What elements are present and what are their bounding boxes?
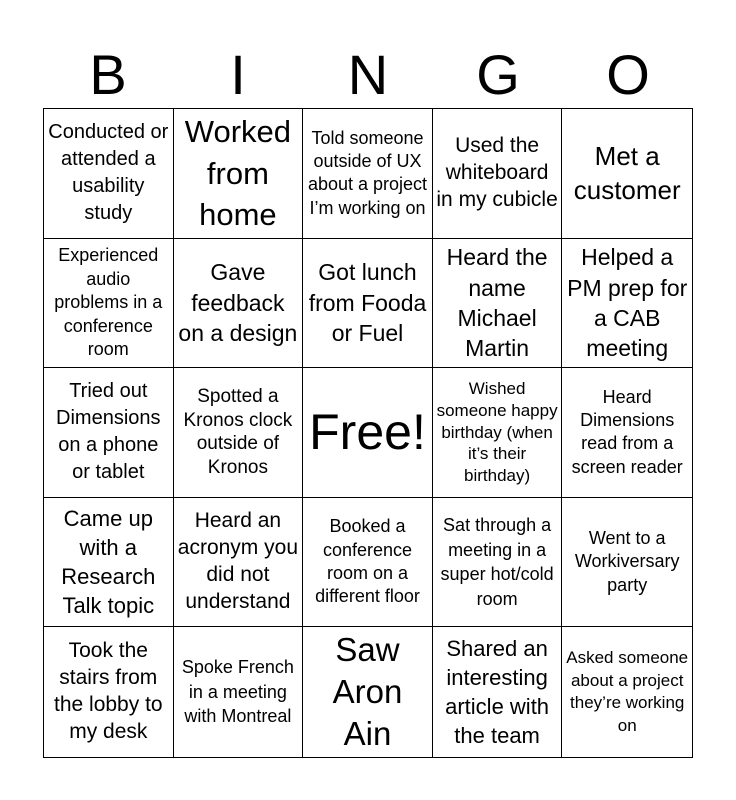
bingo-cell-r2c4: Heard the name Michael Martin bbox=[433, 239, 563, 369]
header-letter-n: N bbox=[347, 43, 389, 106]
bingo-cell-r5c1: Took the stairs from the lobby to my desk bbox=[44, 627, 174, 757]
bingo-cell-r2c5: Helped a PM prep for a CAB meeting bbox=[562, 239, 692, 369]
bingo-cell-free: Free! bbox=[303, 368, 433, 498]
header-letter-b: B bbox=[89, 43, 127, 106]
bingo-cell-r4c5: Went to a Workiversary party bbox=[562, 498, 692, 628]
bingo-cell-r2c1: Experienced audio problems in a conference room bbox=[44, 239, 174, 369]
bingo-cell-r1c3: Told someone outside of UX about a project I’m working on bbox=[303, 109, 433, 239]
bingo-cell-r3c5: Heard Dimensions read from a screen reader bbox=[562, 368, 692, 498]
bingo-cell-r1c2: Worked from home bbox=[174, 109, 304, 239]
header-letter-i: I bbox=[230, 43, 246, 106]
bingo-cell-r2c2: Gave feedback on a design bbox=[174, 239, 304, 369]
bingo-grid bbox=[43, 108, 693, 758]
bingo-cell-r3c4: Wished someone happy birthday (when it’s their birthday) bbox=[433, 368, 563, 498]
bingo-cell-r1c1: Conducted or attended a usability study bbox=[44, 109, 174, 239]
bingo-cell-r2c3: Got lunch from Fooda or Fuel bbox=[303, 239, 433, 369]
bingo-cell-r5c4: Shared an interesting article with the team bbox=[433, 627, 563, 757]
bingo-cell-r1c5: Met a customer bbox=[562, 109, 692, 239]
bingo-cell-r3c2: Spotted a Kronos clock outside of Kronos bbox=[174, 368, 304, 498]
bingo-cell-r4c4: Sat through a meeting in a super hot/cold room bbox=[433, 498, 563, 628]
bingo-cell-r5c3: Saw Aron Ain bbox=[303, 627, 433, 757]
bingo-cell-r4c2: Heard an acronym you did not understand bbox=[174, 498, 304, 628]
bingo-cell-r4c1: Came up with a Research Talk topic bbox=[44, 498, 174, 628]
bingo-header bbox=[43, 44, 693, 106]
header-letter-g: G bbox=[476, 43, 520, 106]
bingo-cell-r5c5: Asked someone about a project they’re working on bbox=[566, 648, 689, 735]
bingo-cell-r4c3: Booked a conference room on a different floor bbox=[303, 498, 433, 628]
bingo-cell-r3c1: Tried out Dimensions on a phone or tablet bbox=[44, 368, 174, 498]
bingo-cell-r5c2: Spoke French in a meeting with Montreal bbox=[174, 627, 304, 757]
bingo-cell-r1c4: Used the whiteboard in my cubicle bbox=[433, 109, 563, 239]
header-letter-o: O bbox=[606, 43, 650, 106]
